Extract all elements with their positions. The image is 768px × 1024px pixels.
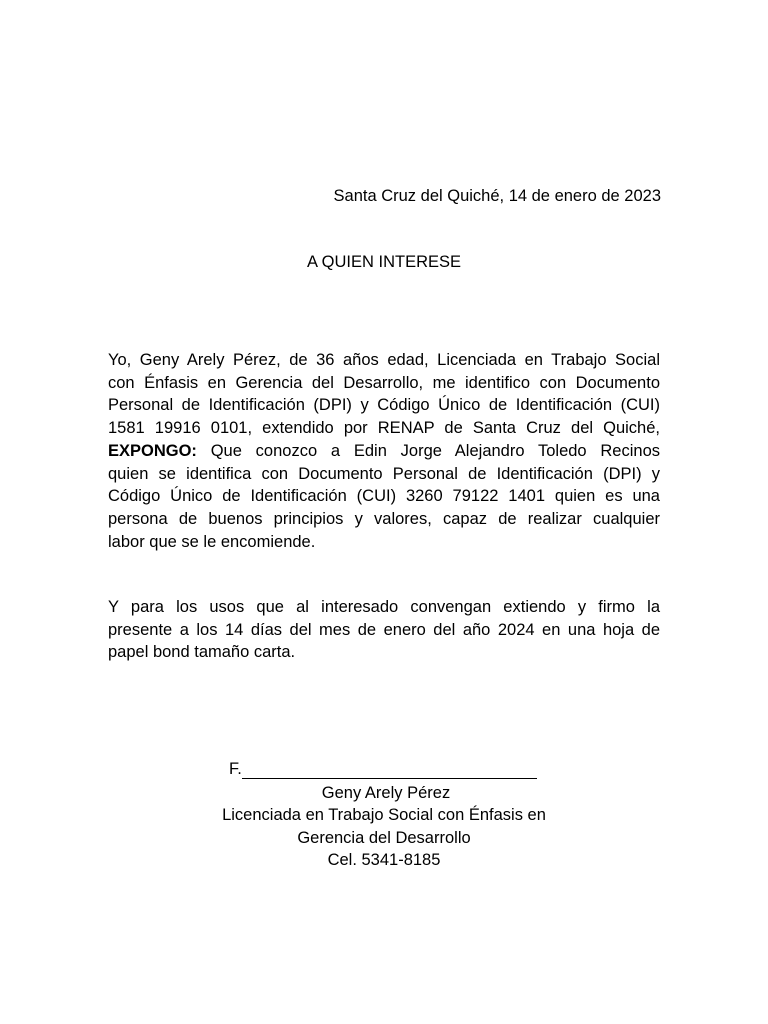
body-paragraph-2 [108, 596, 660, 664]
paragraph-line: Yo, Geny Arely Pérez, de 36 años edad, Licenciada en Trabajo Social [108, 351, 660, 369]
expongo-text: Que conozco a Edin Jorge Alejandro Toledo Recinos [196, 441, 660, 460]
paragraph-line: Código Único de Identificación (CUI) 3260 79122 1401 quien es una [108, 487, 660, 506]
paragraph-line: labor que se le encomiende. [108, 532, 316, 551]
paragraph-line: presente a los 14 días del mes de enero del año 2024 en una hoja de [108, 620, 660, 639]
paragraph-line: 1581 19916 0101, extendido por RENAP de Santa Cruz del Quiché, [108, 419, 660, 438]
body-paragraph-1 [108, 349, 660, 553]
paragraph-line: con Énfasis en Gerencia del Desarrollo, me identifico con Documento [108, 373, 660, 392]
paragraph-line: Y para los usos que al interesado convengan extiendo y firmo la [108, 598, 660, 616]
paragraph-line: papel bond tamaño carta. [108, 643, 296, 662]
paragraph-line: persona de buenos principios y valores, capaz de realizar cualquier [108, 509, 660, 528]
paragraph-line: Personal de Identificación (DPI) y Código Único de Identificación (CUI) [108, 396, 660, 415]
signatory-title-line-2: Gerencia del Desarrollo [297, 828, 471, 847]
signatory-name: Geny Arely Pérez [321, 784, 451, 802]
expongo-label: EXPONGO: [108, 441, 197, 460]
signature-underline [242, 760, 537, 779]
signature-line-row [229, 760, 537, 782]
signatory-phone: Cel. 5341-8185 [327, 851, 441, 870]
paragraph-line-expongo [108, 440, 660, 463]
signatory-details [0, 782, 768, 872]
signatory-title-line-1: Licenciada en Trabajo Social con Énfasis en [222, 806, 546, 825]
date-line: Santa Cruz del Quiché, 14 de enero de 2023 [333, 187, 661, 205]
paragraph-line: quien se identifica con Documento Personal de Identificación (DPI) y [108, 464, 660, 483]
signature-prefix: F. [229, 760, 242, 778]
salutation: A QUIEN INTERESE [306, 253, 462, 271]
